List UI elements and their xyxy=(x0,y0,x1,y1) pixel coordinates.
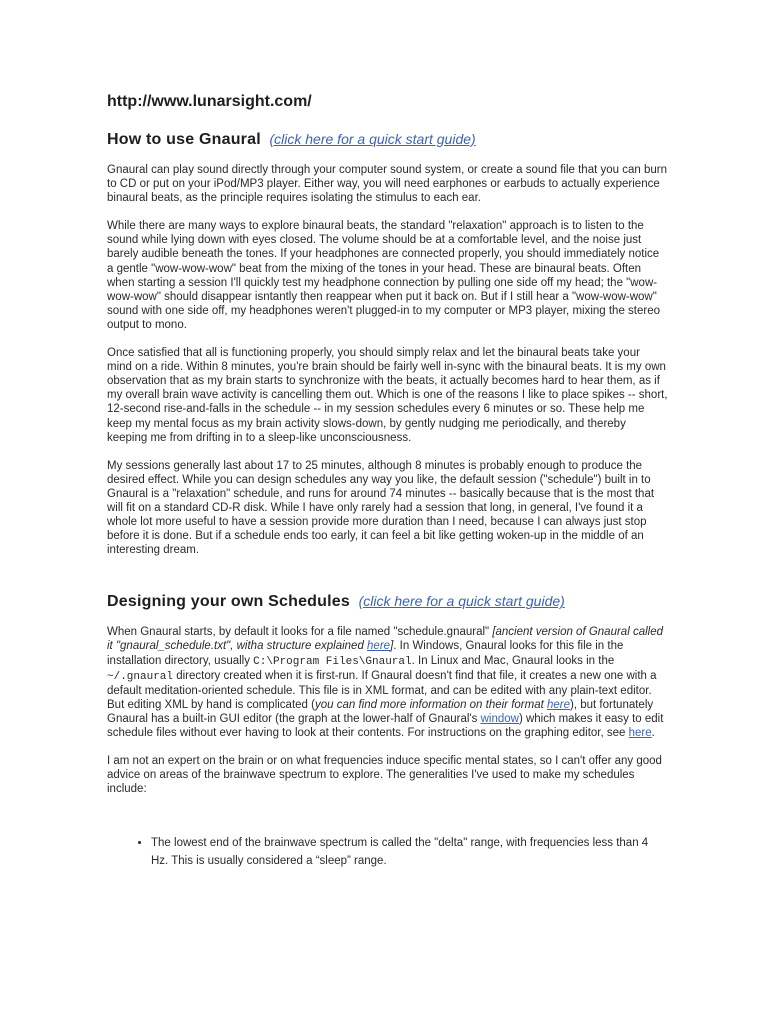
paragraph: Gnaural can play sound directly through your computer sound system, or create a sound file that you can burn to CD or put on your iPod/MP3 player. Either way, you will need earphones or earbuds to actually experience binaural beats, as the principle requires isolating the stimulus to each ear. xyxy=(107,164,667,205)
window-link[interactable]: window xyxy=(480,712,519,725)
section-heading-how-to-use xyxy=(107,129,668,150)
paragraph: While there are many ways to explore binaural beats, the standard "relaxation" approach is to listen to the sound while lying down with eyes closed. The volume should be at a comfortable level, and the noise just barely audible beneath the tones. If your headphones are connected properly, you should immediately notice a gentle "wow-wow-wow" beat from the mixing of the tones in your head. These are binaural beats. Often when starting a session I'll quickly test my headphone connection by pulling one side off my head; the "wow-wow-wow" should disappear isntantly then reappear when put it back on. But if I still hear a "wow-wow-wow" sound with one side off, my headphones weren't plugged-in to my computer or MP3 player, mixing the stereo output to mono. xyxy=(107,220,661,331)
text-run: . xyxy=(651,727,655,739)
text-run: ), but fortunately Gnaural has a built-in GUI editor (the graph at the lower-half of Gnaural's xyxy=(107,698,654,725)
list-item: • The lowest end of the brainwave spectrum is called the "delta" range, with frequencies less than 4 Hz. This is usually considered a “sleep” range. xyxy=(151,834,668,870)
paragraph: Once satisfied that all is functioning properly, you should simply relax and let the binaural beats take your mind on a ride. Within 8 minutes, you're brain should be fairly well in-sync with the binaural beats. It is my own observation that as my brain starts to synchronize with the beats, it actually becomes hard to hear them, as if my overall brain wave activity is cancelling them out. Which is one of the reasons I like to place spikes -- short, 12-second rise-and-falls in the schedule -- in my session schedules every 6 minutes or so. These help me keep my mental focus as my brain activity slows-down, by gently nudging me periodically, and thereby keeping me from drifting in to a sleep-like unconsciousness. xyxy=(107,347,668,444)
here-link-graph-editor[interactable]: here xyxy=(628,727,652,739)
text-run-italic: [ancient version of Gnaural called it "gnaural_schedule.txt", witha structure explained xyxy=(107,626,663,653)
quick-start-guide-link-2[interactable]: (click here for a quick start guide) xyxy=(358,593,565,610)
section-heading-designing-schedules xyxy=(107,591,668,612)
paragraph-schedule-file xyxy=(107,625,668,740)
text-run-italic: you can find more information on their format xyxy=(314,698,547,711)
text-run: . In Linux and Mac, Gnaural looks in the xyxy=(411,654,615,667)
windows-path: C:\Program Files\Gnaural xyxy=(253,655,412,668)
paragraph: My sessions generally last about 17 to 25 minutes, although 8 minutes is probably enough to produce the desired effect. While you can design schedules any way you like, the default session ("schedule") built in to Gnaural is a "relaxation" schedule, and runs for around 74 minutes -- basically because that is the most that will fit on a standard CD-R disk. While I have only rarely had a session that long, in general, I've found it a whole lot more useful to have a session provide more duration than I need, because I can always just stop before it is done. But if a schedule ends too early, it can feel a bit like getting woken-up in the middle of an interesting dream. xyxy=(107,459,655,557)
text-run: directory created when it is first-run. If Gnaural doesn't find that file, it creates a new one with a default meditation-oriented schedule. This file is in XML format, and can be edited with any plain-text editor. But editing XML by hand is complicated ( xyxy=(107,669,657,711)
paragraph: I am not an expert on the brain or on what frequencies induce specific mental states, so I can't offer any good advice on areas of the brainwave spectrum to explore. The generalities I've used to make my schedules include: xyxy=(107,755,662,796)
quick-start-guide-link[interactable]: (click here for a quick start guide) xyxy=(269,131,476,147)
site-url: http://www.lunarsight.com/ xyxy=(107,93,312,110)
section-title: Designing your own Schedules xyxy=(107,593,350,611)
here-link-old-format[interactable]: here xyxy=(367,640,391,653)
linux-path: ~/.gnaural xyxy=(107,670,174,683)
text-run-italic: ] xyxy=(390,640,394,653)
here-link-xml-format[interactable]: here xyxy=(547,698,571,711)
section-title: How to use Gnaural xyxy=(107,131,261,148)
text-run: ) which makes it easy to edit schedule files without ever having to look at their contents. For instructions on the graphing editor, see xyxy=(107,712,664,739)
text-run: When Gnaural starts, by default it looks for a file named "schedule.gnaural" xyxy=(107,626,493,639)
text-run: . In Windows, Gnaural looks for this file in the installation directory, usually xyxy=(107,640,624,667)
generalities-list xyxy=(107,834,668,870)
